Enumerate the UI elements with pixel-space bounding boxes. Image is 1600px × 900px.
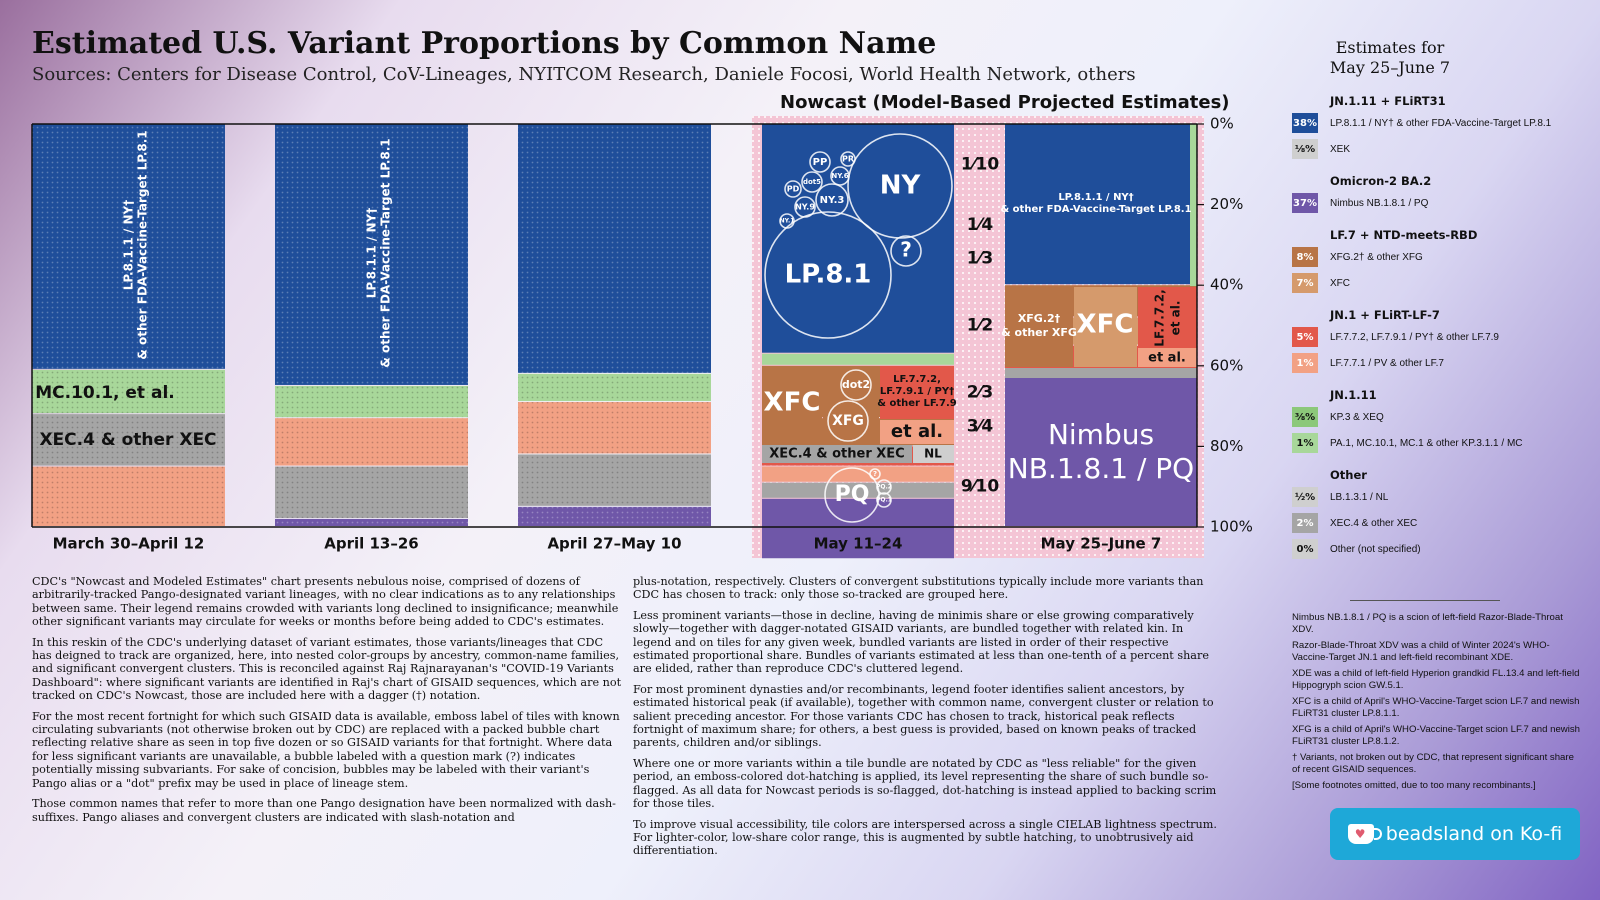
y-tick-label-1: 20% [1210,195,1244,214]
body-text-left [32,575,622,831]
chart-subtitle: Sources: Centers for Disease Control, CoV-Lineages, NYITCOM Research, Daniele Focosi, World Health Network, others [32,64,1136,85]
chart-title: Estimated U.S. Variant Proportions by Common Name [32,26,937,61]
body-right-p4: Where one or more variants within a tile bundle are notated by CDC as "less reliable" for the given period, an emboss-colored dot-hatching is applied, its level representing the share of such bundle so-flagged. As all data for Nowcast periods is so-flagged, dot-hatching is instead applied to backing scrim for those tiles. [633,756,1217,811]
tile-label-c1-green: MC.10.1, et al. [35,383,175,403]
legend-label: PA.1, MC.10.1, MC.1 & other KP.3.1.1 / MC [1330,437,1523,449]
estimates-for [1300,38,1480,78]
bubble-label-17: PQ.1 [876,496,892,504]
bar-hatch-c2-5 [275,519,468,526]
legend-group-title-2: Omicron-2 BA.2 [1330,174,1432,188]
tile-label-c5-blue-1: LP.8.1.1 / NY† [1058,192,1134,203]
legend-label: XEC.4 & other XEC [1330,517,1418,529]
tile-label-c5-nimbus-2: NB.1.8.1 / PQ [1007,452,1195,485]
tile-label-c4-xfc: XFC [763,387,821,418]
bubble-label-12: dot2 [841,378,871,391]
legend-swatch: 1% [1292,433,1318,453]
note-2: Razor-Blade-Throat XDV was a child of Winter 2024's WHO-Vaccine-Target JN.1 and left-field recombinant XDE. [1292,640,1550,663]
tile-label-c1-blue-1: LP.8.1.1 / NY† [121,199,136,291]
nowcast-label: Nowcast (Model-Based Projected Estimates) [780,92,1230,113]
kofi-cup-icon: ♥ [1348,824,1374,844]
tile-label-c1-gray: XEC.4 & other XEC [39,430,217,450]
body-left-p3: For the most recent fortnight for which such GISAID data is available, emboss label of tiles with known circulating subvariants (not otherwise broken out by CDC) are replaced with a packed bubble chart reflecting relative share as seen in top five dozen or so GISAID variants for that fortnight. Where data for less significant variants are unavailable, a bubble labeled with a question mark (?) indicates potentially missing subvariants. For sake of concision, bubbles may be labeled with their variant's Pango alias or a "dot" prefix may be used in place of lineage stem. [32,709,620,790]
tile-label-c4-red-3: & other LF.7.9 [877,398,957,409]
bar-hatch-c2-2 [275,386,468,417]
tile-label-c5-xfg-2: & other XFG [1001,326,1077,339]
legend-group-title-5: JN.1.11 [1330,388,1377,402]
tile-label-c4-red-2: LF.7.9.1 / PY† [879,386,955,397]
fraction-tick-4: 2⁄3 [966,382,994,403]
tile-c5-lf7 [1138,287,1197,347]
body-left-p2: In this reskin of the CDC's underlying dataset of variant estimates, those variants/lineages that CDC has deigned to track are organized, here, into nested color-groups by ancestry, common-name families, and significant convergent clusters. This is reconciled against Raj Rajnarayanan's "COVID-19 Variants Dashboard": where significant variants are identified in Raj's chart of GISAID sequences, which are not tracked on CDC's Nowcast, those are included here with a dagger (†) notation. [32,635,622,703]
legend-group-title-3: LF.7 + NTD-meets-RBD [1330,228,1478,242]
y-tick-label-5: 100% [1210,517,1253,536]
bar-hatch-c3-4 [518,454,711,505]
note-6: † Variants, not broken out by CDC, that represent significant share of recent GISAID sequences. [1292,752,1574,775]
y-tick-label-4: 80% [1210,436,1244,455]
bubble-label-13: XFG [832,413,864,429]
legend-label: LP.8.1.1 / NY† & other FDA-Vaccine-Target LP.8.1 [1330,117,1552,129]
legend-swatch: 38% [1292,113,1318,133]
bar-segment-c4-2 [762,354,954,365]
bubble-label-10: NY.9 [795,202,815,212]
tile-label-c2-blue-1: LP.8.1.1 / NY† [364,207,379,299]
fraction-tick-6: 9⁄10 [960,476,1000,497]
legend-swatch: ½% [1292,487,1318,507]
bar-hatch-c2-3 [275,418,468,465]
legend-label: KP.3 & XEQ [1330,411,1384,423]
bar-hatch-c3-1 [518,124,711,373]
y-tick-label-0: 0% [1210,114,1234,133]
legend-swatch: 37% [1292,193,1318,213]
tile-label-c5-xfc: XFC [1076,309,1134,340]
tile-label-c5-xfg-1: XFG.2† [1017,312,1061,325]
body-right-p2: Less prominent variants—those in decline, having de minimis share or else growing comparatively slowly—together with dagger-notated GISAID variants, are bundled together with related kin. In legend and on tiles for any given week, bundled variants are listed in order of their respective estimated proportional share. Bundles of variants estimated at less than one-tenth of a percent share are elided, rather than reproduce CDC's cluttered legend. [633,608,1209,676]
bubble-label-3: ? [900,237,912,262]
bubble-label-7: dot5 [802,178,822,186]
legend-label: LF.7.7.2, LF.7.9.1 / PY† & other LF.7.9 [1330,331,1499,343]
legend-item [1292,406,1384,428]
bubble-label-14: PQ [834,482,870,507]
x-label-1: April 13–26 [324,534,419,553]
tile-label-c4-red-1: LF.7.7.2, [893,374,941,385]
bubble-label-16: PQ.2 [876,483,892,491]
bubble-label-11: NY.1 [779,217,795,225]
legend-divider [1350,600,1500,601]
legend-label: LB.1.3.1 / NL [1330,491,1389,503]
x-label-2: April 27–May 10 [547,534,682,553]
legend-label: Other (not specified) [1330,543,1421,555]
y-tick-label-3: 60% [1210,356,1244,375]
tile-label-c5-red-1: LF.7.7.2, [1152,289,1167,347]
x-label-4: May 25–June 7 [1040,534,1162,553]
bubble-label-9: NY.3 [819,195,845,206]
legend-swatch: 5% [1292,327,1318,347]
bar-hatch-c3-2 [518,374,711,401]
note-1: Nimbus NB.1.8.1 / PQ is a scion of left-field Razor-Blade-Throat XDV. [1292,612,1563,635]
x-label-3: May 11–24 [813,534,903,553]
bar-hatch-c3-3 [518,402,711,453]
legend-swatch: 7% [1292,273,1318,293]
tile-label-c4-nl: NL [924,446,942,461]
tile-label-c2-blue-2: & other FDA-Vaccine-Target LP.8.1 [378,138,393,368]
bar-hatch-c3-5 [518,507,711,526]
body-left-p1: CDC's "Nowcast and Modeled Estimates" chart presents nebulous noise, comprised of dozens of arbitrarily-tracked Pango-designated variant lineages, with no clear indications as to any relationships between same. Their legend remains crowded with variants long declined to insignificance; meanwhile other significant variants may circulate for weeks or months before being added to CDC's estimates. [32,575,619,629]
legend-group-title-1: JN.1.11 + FLiRT31 [1330,94,1446,108]
legend-item [1292,486,1388,508]
bubble-label-1: NY [879,170,921,201]
note-4: XFC is a child of April's WHO-Vaccine-Target scion LF.7 and newish FLiRT31 cluster LP.8.1.1. [1292,696,1580,719]
legend-item [1292,112,1551,134]
legend-label: LF.7.7.1 / PV & other LF.7 [1330,357,1444,369]
legend-item [1292,246,1423,268]
legend-group-title-4: JN.1 + FLiRT-LF-7 [1330,308,1440,322]
kofi-button[interactable] [1330,808,1580,860]
note-3: XDE was a child of left-field Hyperion grandkid FL.13.4 and left-field Hippogryph scion GW.5.1. [1292,668,1580,691]
x-label-0: March 30–April 12 [52,534,205,553]
legend-swatch: 0% [1292,539,1318,559]
legend-swatch: ⅛% [1292,139,1318,159]
legend-item [1292,432,1523,454]
bubble-label-15: ? [872,470,878,478]
body-text-right [633,575,1223,865]
fraction-tick-0: 1⁄10 [960,154,1000,175]
legend-item [1292,326,1499,348]
legend-item [1292,538,1421,560]
tile-label-c5-blue-2: & other FDA-Vaccine-Target LP.8.1 [1000,204,1192,215]
bar-hatch-c1-4 [32,467,225,526]
tile-label-c4-etal: et al. [890,421,944,442]
bubble-label-2: LP.8.1 [784,259,872,290]
legend-item [1292,138,1350,160]
body-right-p3: For most prominent dynasties and/or recombinants, legend footer identifies salient ancestors, by estimated historical peak (if available), together with common name, convergent cluster or relation to salient preceding ancestor. For those variants CDC has chosen to track, historical peak reflects fortnight of maximum share; for others, a best guess is provided, based on known peaks of tracked parents, children and/or siblings. [633,682,1214,750]
legend-item [1292,352,1444,374]
bubble-label-4: PP [812,157,828,168]
legend-footnotes [1292,612,1582,797]
legend-swatch: 1% [1292,353,1318,373]
tile-label-c5-nimbus-1: Nimbus [1047,418,1155,451]
legend-label: XFC [1330,277,1350,289]
estimates-for-line2: May 25–June 7 [1329,58,1451,77]
tile-label-c4-xec: XEC.4 & other XEC [769,446,905,462]
legend-item [1292,192,1428,214]
body-right-p5: To improve visual accessibility, tile colors are interspersed across a single CIELAB lightness spectrum. For lighter-color, low-share color range, this is augmented by subtle hatching, to unobtrusively aid differentiation. [633,817,1217,858]
bubble-label-6: NY.6 [831,172,849,180]
legend-item [1292,512,1417,534]
estimates-for-line1: Estimates for [1335,38,1445,57]
legend-label: Nimbus NB.1.8.1 / PQ [1330,197,1429,209]
fraction-tick-2: 1⁄3 [966,248,994,269]
legend-group-title-6: Other [1330,468,1367,482]
tile-label-c1-blue-2: & other FDA-Vaccine-Target LP.8.1 [135,130,150,360]
bubble-label-5: PR [841,154,855,164]
bubble-label-8: PD [786,184,800,194]
note-7: [Some footnotes omitted, due to too many recombinants.] [1292,780,1536,791]
note-5: XFG is a child of April's WHO-Vaccine-Target scion LF.7 and newish FLiRT31 cluster LP.8.1.2. [1292,724,1580,747]
bar-segment-c4-1 [762,124,954,353]
bar-hatch-c2-4 [275,467,468,518]
body-right-p1: plus-notation, respectively. Clusters of convergent substitutions typically include more variants than CDC has chosen to track: only those so-tracked are grouped here. [633,575,1204,602]
tile-label-c5-red-2: et al. [1168,300,1183,336]
legend-swatch: ⅜% [1292,407,1318,427]
fraction-tick-3: 1⁄2 [966,315,994,336]
legend-item [1292,272,1350,294]
fraction-tick-5: 3⁄4 [966,416,994,437]
tile-c5-other [1005,368,1197,378]
fraction-tick-1: 1⁄4 [966,214,994,235]
kofi-label: beadsland on Ko-fi [1385,823,1563,845]
legend-label: XFG.2† & other XFG [1330,251,1423,263]
legend-swatch: 8% [1292,247,1318,267]
legend-swatch: 2% [1292,513,1318,533]
tile-label-c5-etal: et al. [1148,350,1186,366]
y-tick-label-2: 40% [1210,275,1244,294]
body-left-p4: Those common names that refer to more than one Pango designation have been normalized with dash-suffixes. Pango aliases and convergent clusters are indicated with slash-notation and [32,797,616,824]
legend-label: XEK [1330,143,1351,155]
